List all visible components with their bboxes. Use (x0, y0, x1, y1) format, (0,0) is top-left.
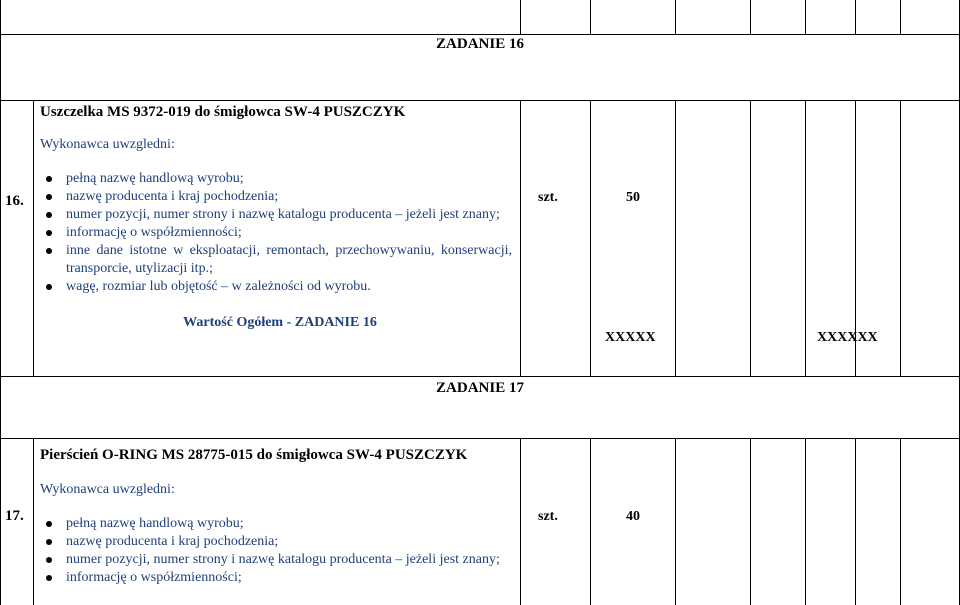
grid-line (675, 100, 676, 376)
task16-total-label: Wartość Ogółem - ZADANIE 16 (183, 315, 377, 330)
grid-line (520, 0, 521, 34)
grid-line (33, 100, 34, 376)
task17-quantity: 40 (626, 509, 640, 524)
list-item: wagę, rozmiar lub objętość – w zależności od wyrobu. (40, 278, 512, 296)
task17-contractor-label: Wykonawca uwzgledni: (40, 482, 175, 497)
task17-unit: szt. (538, 509, 558, 524)
grid-line (900, 100, 901, 376)
grid-line (0, 0, 1, 605)
list-item: nazwę producenta i kraj pochodzenia; (40, 533, 512, 551)
list-item: nazwę producenta i kraj pochodzenia; (40, 188, 512, 206)
task17-row-number: 17. (5, 508, 24, 524)
task17-title: Pierścień O-RING MS 28775-015 do śmigłowca SW-4 PUSZCZYK (40, 447, 468, 463)
task16-header: ZADANIE 16 (436, 36, 524, 52)
task17-requirements-list (40, 515, 512, 587)
grid-line (520, 100, 521, 376)
list-item: inne dane istotne w eksploatacji, remontach, przechowywaniu, konserwacji, transporcie, utylizacji itp.; (40, 242, 512, 278)
grid-line (0, 376, 960, 377)
grid-line (675, 438, 676, 605)
grid-line (33, 438, 34, 605)
grid-line (590, 100, 591, 376)
grid-line (805, 100, 806, 376)
grid-line (520, 438, 521, 605)
grid-line (855, 438, 856, 605)
task16-row-number: 16. (5, 193, 24, 209)
grid-line (675, 0, 676, 34)
list-item: informację o współzmienności; (40, 224, 512, 242)
grid-line (900, 438, 901, 605)
task16-unit: szt. (538, 190, 558, 205)
grid-line (0, 34, 960, 35)
list-item: informację o współzmienności; (40, 569, 512, 587)
grid-line (590, 0, 591, 34)
grid-line (0, 438, 960, 439)
grid-line (750, 438, 751, 605)
task16-total-value-2: XXXXXX (817, 330, 878, 345)
task16-total-value-1: XXXXX (605, 330, 656, 345)
list-item: numer pozycji, numer strony i nazwę katalogu producenta – jeżeli jest znany; (40, 206, 512, 224)
task16-requirements-list (40, 170, 512, 296)
grid-line (750, 0, 751, 34)
list-item: pełną nazwę handlową wyrobu; (40, 515, 512, 533)
list-item: pełną nazwę handlową wyrobu; (40, 170, 512, 188)
task16-title: Uszczelka MS 9372-019 do śmigłowca SW-4 PUSZCZYK (40, 104, 406, 120)
grid-line (750, 100, 751, 376)
task16-quantity: 50 (626, 190, 640, 205)
grid-line (900, 0, 901, 34)
grid-line (590, 438, 591, 605)
grid-line (805, 0, 806, 34)
grid-line (0, 100, 960, 101)
grid-line (855, 0, 856, 34)
task17-header: ZADANIE 17 (436, 380, 524, 396)
list-item: numer pozycji, numer strony i nazwę katalogu producenta – jeżeli jest znany; (40, 551, 512, 569)
task16-contractor-label: Wykonawca uwzgledni: (40, 137, 175, 152)
grid-line (805, 438, 806, 605)
